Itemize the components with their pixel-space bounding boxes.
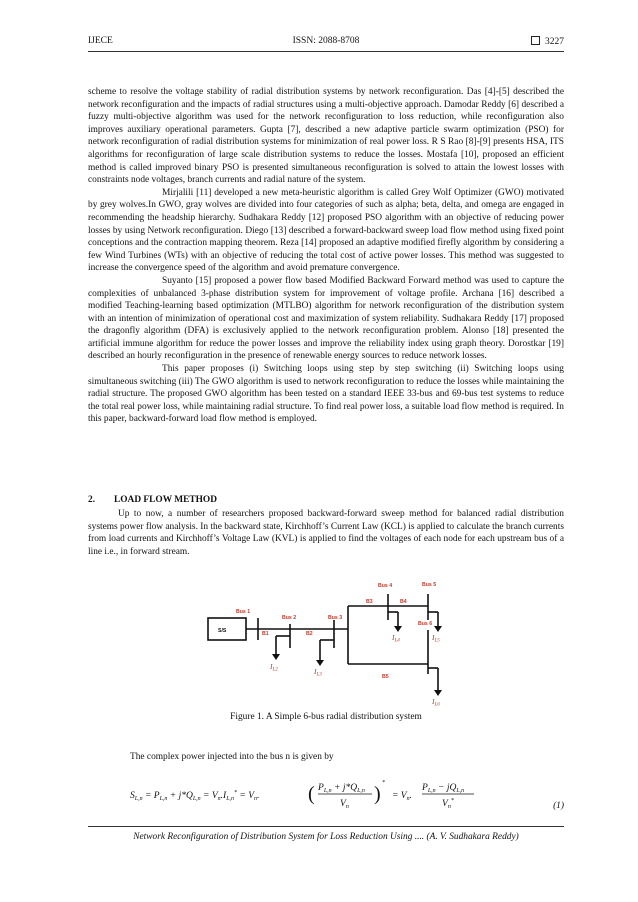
bus-6-label: Bus 6	[418, 621, 433, 627]
load-5-label: $I_{L5}$	[432, 633, 440, 644]
journal-name: IJECE	[88, 36, 113, 46]
header-rule	[88, 51, 564, 52]
substation-box	[208, 618, 246, 640]
load-2-label: $I_{L2}$	[270, 662, 278, 673]
body-paragraphs	[88, 86, 564, 426]
bus-1-label: Bus 1	[236, 609, 251, 615]
paragraph-4: This paper proposes (i) Switching loops using step by step switching (ii) Switching loops using simultaneous switching (iii) The GWO algorithm is used to network reconfiguration to reduce the losses while maintaining the radial structure. The proposed GWO algorithm has been tested on a standard IEEE 33-bus and 69-bus test systems to reduce the total real power loss, while maintaining radial structure. To find real power loss, a suitable load flow method is required. In this paper, backward-forward load flow method is employed.	[88, 364, 564, 425]
svg-text:(: (	[308, 783, 315, 805]
load-6-arrow-icon	[434, 690, 442, 696]
svg-text:*: *	[382, 780, 385, 786]
load-2-arrow-icon	[272, 654, 280, 660]
issn: ISSN: 2088-8708	[292, 36, 360, 46]
svg-text:PL,n − jQL,n: $P_{L,n} - jQ_{L,n}$	[422, 783, 465, 794]
substation-label: S/S	[218, 628, 227, 634]
footer-rule	[88, 826, 564, 827]
svg-text:PL,n + j*QL,n: $P_{L,n} + j*Q_{L,n}$	[318, 783, 365, 794]
branch-b2-label: B2	[306, 631, 313, 637]
branch-b5-label: B5	[382, 674, 389, 680]
section-number: 2.	[88, 495, 96, 505]
branch-b1-label: B1	[262, 631, 269, 637]
running-footer: Network Reconfiguration of Distribution System for Loss Reduction Using .... (A. V. Sudhakara Reddy)	[133, 832, 519, 842]
figure-caption: Figure 1. A Simple 6-bus radial distribution system	[230, 712, 422, 722]
page-box-icon	[531, 36, 540, 45]
bus-3-label: Bus 3	[328, 615, 343, 621]
load-3-label: $I_{L3}$	[314, 667, 322, 678]
bus-5-label: Bus 5	[422, 582, 437, 588]
running-header	[88, 36, 564, 50]
paragraph-3: Suyanto [15] proposed a power flow based Modified Backward Forward method was used to capture the complexities of unbalanced 3-phase distribution system for improvement of voltage profile. Archana [16] described a modified Teaching-learning based optimization (MTLBO) algorithm for network reconfiguration of the distribution system with an intention of minimization of operational cost and maximization of system reliability. Sudhakara Reddy [17] proposed the dragonfly algorithm (DFA) is exclusively applied to the network reconfiguration problem. Alonso [18] presented the artificial immune algorithm for reduce the power losses and improve the reliability index using graph theory. Dorostkar [19] described an hourly reconfiguration in the presence of renewable energy sources to reduce network losses.	[88, 275, 564, 362]
svg-text:Vn: $V_n$	[340, 799, 349, 810]
section-heading	[88, 495, 217, 505]
bus-2-label: Bus 2	[282, 615, 297, 621]
svg-text:): )	[374, 783, 381, 805]
load-6-label: $I_{L6}$	[432, 697, 440, 708]
equation-1	[130, 772, 564, 812]
paragraph-1: scheme to resolve the voltage stability of radial distribution systems by network reconfiguration. Das [4]-[5] described the network reconfiguration and the impacts of radial structures using a multi-objective approach. Damodar Reddy [6] described a fuzzy multi-objective algorithm was used for the network reconfiguration to loss reduction, while reconfiguration also improves auxiliary operational parameters. Gupta [7], described a new adaptive particle swarm optimization (PSO) for network reconfiguration of radial distribution systems for minimization of real power loss. R S Rao [8]-[9] presents HSA, ITS algorithms for reconfiguration of large scale distribution systems to reduce the losses. Mostafa [10], proposed an efficient method is called improved binary PSO is presented simultaneous reconfiguration is solved to attain the lowest losses with constraints node voltages, branch currents and radial nature of the system.	[88, 87, 564, 186]
section-2-body	[88, 508, 564, 558]
load-4-arrow-icon	[394, 626, 402, 632]
equation-number: (1)	[553, 801, 564, 811]
svg-text:SL,n = PL,n + j*QL,n = Vn.IL,n: $S_{L,n} = P_{L,n} + j*Q_{L,n} = V_n.I_{L,n}^* = V_n$.	[130, 790, 260, 802]
bus-4-label: Bus 4	[378, 583, 393, 589]
svg-text:Vn*: $V_n^*$	[442, 798, 454, 810]
page-number-group	[531, 36, 564, 47]
paragraph-2: Mirjalili [11] developed a new meta-heuristic algorithm is called Grey Wolf Optimizer (GWO) motivated by grey wolves.In GWO, gray wolves are divided into four categories of such as alpha; beta, delta, and omega are engaged in recommending the headship hierarchy. Sudhakara Reddy [12] proposed PSO algorithm with an objective of reducing power losses by using Network reconfiguration. Diego [13] described a forward-backward sweep load flow method using fixed point conceptions and the contraction mapping theorem. Reza [14] proposed an adaptive modified firefly algorithm by considering a few Wind Turbines (WTs) with an objective of reducing the total cost of active power losses. This method was suggested to increase the convergence speed of the algorithm and avoid premature convergence.	[88, 187, 564, 274]
svg-text:= Vn.: = $V_n$.	[392, 791, 412, 802]
branch-b3-label: B3	[366, 599, 373, 605]
section-2-paragraph: Up to now, a number of researchers proposed backward-forward sweep method for balanced radial distribution systems power flow analysis. In the backward state, Kirchhoff’s Current Law (KCL) is applied to calculate the branch currents from load currents and Kirchhoff’s Voltage Law (KVL) is applied to find the voltages of each node for each upstream bus of a line i.e., in forward stream.	[88, 509, 564, 557]
load-5-arrow-icon	[434, 626, 442, 632]
page-number: 3227	[545, 37, 564, 47]
equation-intro: The complex power injected into the bus n is given by	[130, 752, 334, 762]
bus-system-diagram	[206, 574, 464, 712]
load-4-label: $I_{L4}$	[392, 633, 400, 644]
section-title: LOAD FLOW METHOD	[114, 495, 217, 505]
branch-b4-label: B4	[400, 599, 407, 605]
load-3-arrow-icon	[316, 660, 324, 666]
